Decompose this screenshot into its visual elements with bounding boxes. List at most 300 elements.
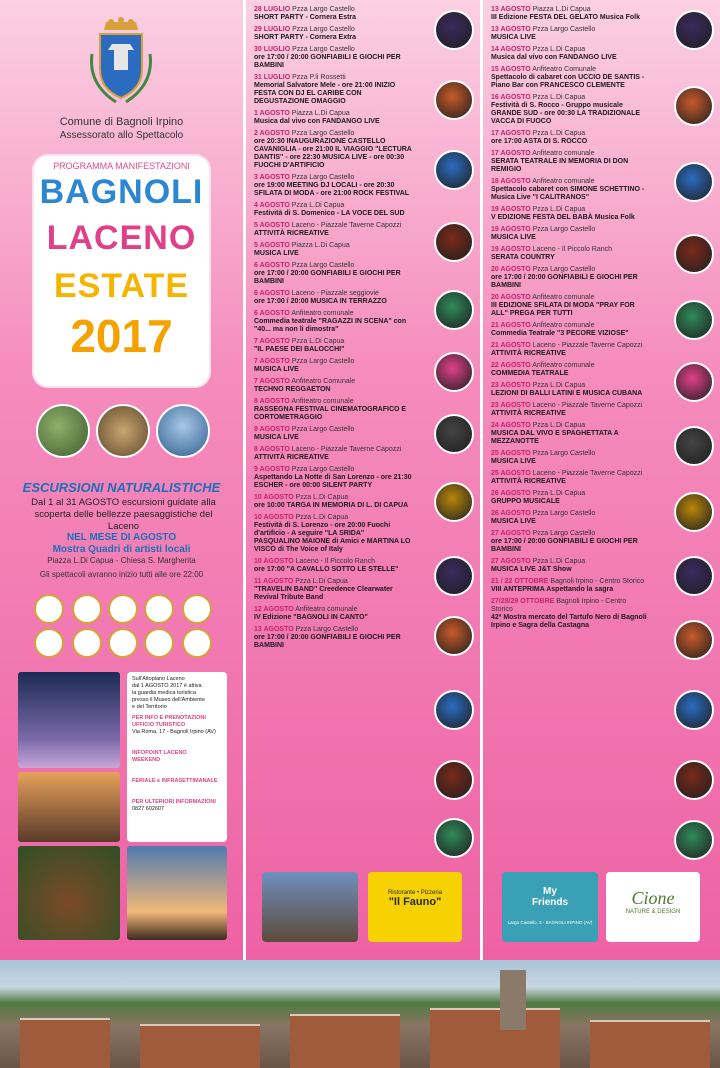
event-date: 7 AGOSTO (254, 358, 290, 365)
sponsor-logo-9 (144, 628, 174, 658)
event-title: MUSICA LIVE (254, 366, 299, 373)
event-date: 19 AGOSTO (491, 246, 531, 253)
event-place: Pzza Largo Castello (532, 530, 596, 537)
event-place: Pzza Largo Castello (291, 466, 355, 473)
event-item (491, 66, 649, 90)
event-item (254, 466, 412, 490)
event-item (491, 510, 649, 526)
event-date: 23 AGOSTO (491, 382, 531, 389)
sponsor-logo-7 (72, 628, 102, 658)
event-date: 25 AGOSTO (491, 450, 531, 457)
event-place: Laceno - Il Piccolo Ranch (295, 558, 376, 565)
event-photo (674, 760, 714, 800)
event-title: ore 20:30 INAUGURAZIONE CASTELLO CAVANIGLIA - ore 21:00 IL VIAGGIO "LECTURA DANTIS" - ore 22:30 MUSICA LIVE - ore 00:30 FUOCHI D'ARTIFICIO (254, 138, 412, 169)
event-date: 5 AGOSTO (254, 222, 290, 229)
event-photo (434, 80, 474, 120)
logo-line-3: ESTATE (53, 267, 190, 305)
event-place: Laceno - Piazzale Taverne Capozzi (291, 222, 402, 229)
event-place: Pzza Largo Castello (291, 174, 355, 181)
event-title: VIII ANTEPRIMA Aspettando la sagra (491, 586, 614, 593)
event-photo (674, 620, 714, 660)
event-date: 17 AGOSTO (491, 130, 531, 137)
event-item (254, 446, 412, 462)
event-place: Pzza L.Di Capua (532, 130, 586, 137)
event-date: 12 AGOSTO (254, 606, 294, 613)
event-title: SHORT PARTY - Cornera Extra (254, 34, 357, 41)
castle-ad-photo (262, 872, 358, 942)
cione-sub: NATURE & DESIGN (625, 909, 681, 915)
event-place: Pzza Largo Castello (291, 358, 355, 365)
logo-line-2: LACENO (46, 219, 197, 257)
event-item (254, 130, 412, 170)
event-photo (434, 352, 474, 392)
roof (140, 1024, 260, 1068)
event-item (254, 558, 412, 574)
info-heading: FERIALE e INFRASETTIMANALE (132, 778, 218, 784)
event-title: ore 17:00 ASTA DI S. ROCCO (491, 138, 588, 145)
event-item (254, 174, 412, 198)
event-item (491, 598, 649, 630)
event-date: 13 AGOSTO (254, 626, 294, 633)
info-phone: 0827 602607 (132, 806, 165, 812)
info-heading: INFOPOINT LACENO (132, 750, 187, 756)
event-item (491, 530, 649, 554)
event-item (491, 322, 649, 338)
event-place: Pzza Largo Castello (292, 46, 355, 53)
town-panorama (0, 960, 720, 1068)
event-date: 2 AGOSTO (254, 130, 290, 137)
event-title: MUSICA LIVE (491, 34, 536, 41)
event-title: IV Edizione "BAGNOLI IN CANTO" (254, 614, 368, 621)
event-item (491, 226, 649, 242)
event-place: Pzza L.Di Capua (532, 422, 586, 429)
event-title: ore 17:00 / 20:00 GONFIABILI E GIOCHI PER BAMBINI (491, 538, 638, 553)
event-place: Pzza L.Di Capua (532, 94, 586, 101)
event-date: 29 LUGLIO (254, 26, 291, 33)
event-title: SERATA COUNTRY (491, 254, 555, 261)
event-item (254, 262, 412, 286)
event-item (491, 246, 649, 262)
event-place: Pzza L.Di Capua (291, 202, 345, 209)
event-date: 9 AGOSTO (254, 466, 290, 473)
event-item (491, 362, 649, 378)
event-item (491, 150, 649, 174)
event-date: 27/28/29 OTTOBRE (491, 598, 555, 605)
escursioni-text: Dal 1 al 31 AGOSTO escursioni guidate alla scoperta delle bellezze paesaggistiche del Laceno (31, 497, 216, 532)
event-photo (434, 150, 474, 190)
roof (590, 1020, 710, 1068)
event-title: III Edizione FESTA DEL GELATO Musica Folk (491, 14, 640, 21)
info-line: Sull'Altopiano Laceno (132, 676, 185, 682)
events-column-right (483, 0, 720, 960)
event-date: 30 LUGLIO (254, 46, 291, 53)
event-title: ATTIVITÀ RICREATIVE (491, 350, 566, 357)
event-item (491, 342, 649, 358)
event-item (491, 422, 649, 446)
event-place: Pzza L.Di Capua (532, 46, 586, 53)
event-photo (434, 760, 474, 800)
event-item (254, 514, 412, 554)
event-item (254, 290, 412, 306)
event-place: Pzza Largo Castello (295, 626, 359, 633)
event-title: RASSEGNA FESTIVAL CINEMATOGRAFICO E CORTOMETRAGGIO (254, 406, 407, 421)
programma-label: PROGRAMMA MANIFESTAZIONI (53, 161, 190, 171)
event-title: Musica dal vivo con FANDANGO LIVE (491, 54, 617, 61)
event-title: ATTIVITÀ RICREATIVE (254, 230, 329, 237)
event-item (254, 26, 412, 42)
event-date: 8 AGOSTO (254, 398, 290, 405)
cione-ad (606, 872, 700, 942)
sponsor-logo-6 (34, 628, 64, 658)
mostra-text (0, 556, 243, 579)
event-date: 23 AGOSTO (491, 402, 531, 409)
event-photo (674, 362, 714, 402)
hiking-photo (36, 404, 90, 458)
fauno-ad (368, 872, 462, 942)
event-date: 27 AGOSTO (491, 558, 531, 565)
event-place: Pzza L.Di Capua (295, 578, 348, 585)
event-title: COMMEDIA TEATRALE (491, 370, 569, 377)
event-date: 19 AGOSTO (491, 206, 531, 213)
event-item (491, 266, 649, 290)
event-date: 19 AGOSTO (491, 226, 531, 233)
event-title: MUSICA LIVE (491, 518, 536, 525)
event-item (491, 402, 649, 418)
event-title: Aspettando La Notte di San Lorenzo - ore 21:30 ESCHER - ore 00:00 SILENT PARTY (254, 474, 412, 489)
info-line: e del Territorio (132, 704, 167, 710)
mostra-title-2: Mostra Quadri di artisti locali (52, 544, 191, 555)
event-place: Piazza L.Di Capua (291, 242, 350, 249)
event-place: Laceno - Il Piccolo Ranch (532, 246, 613, 253)
event-date: 25 AGOSTO (491, 470, 531, 477)
event-item (491, 382, 649, 398)
event-date: 6 AGOSTO (254, 310, 290, 317)
event-photo (434, 616, 474, 656)
event-date: 28 LUGLIO (254, 6, 291, 13)
event-item (491, 206, 649, 222)
event-date: 26 AGOSTO (491, 510, 531, 517)
logo-line-1: BAGNOLI (39, 173, 204, 211)
event-item (254, 110, 412, 126)
castle-photo (18, 672, 120, 768)
event-title: ATTIVITÀ RICREATIVE (491, 478, 566, 485)
event-title: SHORT PARTY - Cornera Estra (254, 14, 357, 21)
event-place: Pzza L.Di Capua (532, 382, 586, 389)
sunset-photo (127, 846, 227, 940)
event-photo (434, 290, 474, 330)
event-date: 24 AGOSTO (491, 422, 531, 429)
event-place: Pzza Largo Castello (291, 262, 355, 269)
event-photo (674, 426, 714, 466)
event-title: Festività di S. Rocco - Gruppo musicale GRANDE SUD - ore 00:30 LA TRADIZIONALE VACCA DI FUOCO (491, 102, 641, 125)
event-title: V EDIZIONE FESTA DEL BABÀ Musica Folk (491, 214, 635, 221)
event-title: Festività di S. Domenico - LA VOCE DEL SUD (254, 210, 405, 217)
sponsor-logo-1 (34, 594, 64, 624)
event-title: ATTIVITÀ RICREATIVE (254, 454, 329, 461)
event-date: 4 AGOSTO (254, 202, 290, 209)
event-title: Commedia teatrale "RAGAZZI IN SCENA" con "40... ma non li dimostra" (254, 318, 407, 333)
event-place: Pzza Largo Castello (532, 26, 596, 33)
event-place: Bagnoli Irpino - Centro Storico (491, 598, 627, 613)
event-place: Pzza L.Di Capua (295, 494, 349, 501)
event-title: ATTIVITÀ RICREATIVE (491, 410, 566, 417)
cione-name: Cione (631, 888, 675, 908)
info-heading: PER ULTERIORI INFORMAZIONI (132, 799, 216, 805)
event-place: Pzza P.li Rossetti (292, 74, 346, 81)
event-photo (434, 690, 474, 730)
roof (430, 1008, 560, 1068)
event-date: 6 AGOSTO (254, 262, 290, 269)
event-date: 10 AGOSTO (254, 494, 294, 501)
roof (20, 1018, 110, 1068)
comune-title: Comune di Bagnoli Irpino (59, 116, 184, 128)
event-title: "TRAVELIN BAND" Creedence Clearwater Revival Tribute Band (254, 586, 393, 601)
event-photo (434, 222, 474, 262)
landscape-photo (156, 404, 210, 458)
info-box (127, 672, 227, 842)
event-title: ore 17:00 / 20:00 GONFIABILI E GIOCHI PER BAMBINI (254, 634, 401, 649)
event-date: 20 AGOSTO (491, 266, 531, 273)
event-place: Piazza L.Di Capua (532, 6, 591, 13)
event-date: 7 AGOSTO (254, 338, 290, 345)
info-heading: UFFICIO TURISTICO (132, 722, 186, 728)
left-column (0, 0, 243, 1068)
event-item (491, 294, 649, 318)
info-heading: WEEKEND (132, 757, 161, 763)
event-item (254, 606, 412, 622)
event-item (254, 6, 412, 22)
event-item (491, 450, 649, 466)
event-place: Laceno - Piazzale Taverne Capozzi (291, 446, 402, 453)
event-photo (674, 234, 714, 274)
event-place: Anfiteatro Comunale (291, 378, 356, 385)
event-title: 42ª Mostra mercato del Tartufo Nero di Bagnoli Irpino e Sagra della Castagna (491, 614, 647, 629)
myfriends-ad (502, 872, 598, 942)
event-title: MUSICA DAL VIVO E SPAGHETTATA A MEZZANOTTE (491, 430, 619, 445)
event-photo (674, 492, 714, 532)
chestnut-photo (18, 846, 120, 940)
event-title: ore 17:00 / 20:00 GONFIABILI E GIOCHI PER BAMBINI (491, 274, 638, 289)
event-photo (434, 818, 474, 858)
event-date: 17 AGOSTO (491, 150, 531, 157)
town-night-photo (18, 772, 120, 842)
event-item (491, 578, 649, 594)
events-column-middle (243, 0, 483, 960)
sponsor-logo-10 (182, 628, 212, 658)
event-item (254, 310, 412, 334)
event-photo (674, 86, 714, 126)
info-line: la guardia medica turistica (132, 690, 196, 696)
event-place: Laceno - Piazzale seggiovie (291, 290, 379, 297)
event-item (491, 26, 649, 42)
event-title: ore 17:00 / 20:00 GONFIABILI E GIOCHI PER BAMBINI (254, 270, 401, 285)
event-photo (674, 162, 714, 202)
nature-photo (96, 404, 150, 458)
event-title: ore 10:00 TARGA IN MEMORIA DI L. DI CAPUA (254, 502, 409, 509)
event-photo (674, 556, 714, 596)
event-title: III EDIZIONE SFILATA DI MODA "PRAY FOR ALL" PREGA PER TUTTI (491, 302, 635, 317)
sponsor-logo-2 (72, 594, 102, 624)
event-date: 15 AGOSTO (491, 66, 531, 73)
mostra-note: Gli spettacoli avranno inizio tutti alle ore 22:00 (39, 570, 204, 579)
event-place: Pzza L.Di Capua (291, 338, 345, 345)
event-item (254, 338, 412, 354)
event-place: Bagnoli Irpino - Centro Storico (550, 578, 645, 585)
event-logo (34, 156, 209, 386)
event-place: Anfiteatro comunale (532, 150, 595, 157)
event-place: Pzza Largo Castello (292, 6, 355, 13)
event-item (254, 378, 412, 394)
event-date: 18 AGOSTO (491, 178, 531, 185)
sponsor-logo-3 (108, 594, 138, 624)
event-place: Piazza L.Di Capua (291, 110, 350, 117)
event-place: Laceno - Piazzale Taverne Capozzi (532, 470, 643, 477)
friends-address: Largo Castello, 3 - BAGNOLI IRPINO (AV) (507, 920, 593, 925)
mostra-title-1: NEL MESE DI AGOSTO (66, 532, 177, 543)
event-place: Anfiteatro comunale (532, 294, 595, 301)
event-photo (434, 10, 474, 50)
event-place: Pzza L.Di Capua (532, 558, 586, 565)
event-item (491, 470, 649, 486)
event-date: 10 AGOSTO (254, 558, 294, 565)
event-title: "IL PAESE DEI BALOCCHI" (254, 346, 345, 353)
event-date: 8 AGOSTO (254, 446, 290, 453)
event-date: 5 AGOSTO (254, 242, 290, 249)
mostra-title (0, 532, 243, 556)
event-date: 1 AGOSTO (254, 110, 290, 117)
event-item (254, 358, 412, 374)
event-date: 11 AGOSTO (254, 578, 294, 585)
event-title: SERATA TEATRALE IN MEMORIA DI DON REMIGIO (491, 158, 629, 173)
event-item (254, 242, 412, 258)
event-title: MUSICA LIVE (254, 250, 299, 257)
event-place: Pzza Largo Castello (292, 26, 355, 33)
event-title: Memorial Salvatore Mele - ore 21:00 INIZIO FESTA CON DJ EL CARIBE CON DEGUSTAZIONE OMAGGIO (254, 82, 396, 105)
event-item (491, 130, 649, 146)
sponsor-logo-4 (144, 594, 174, 624)
event-item (254, 398, 412, 422)
event-date: 6 AGOSTO (254, 290, 290, 297)
event-date: 8 AGOSTO (254, 426, 290, 433)
event-title: LEZIONI DI BALLI LATINI E MUSICA CUBANA (491, 390, 643, 397)
event-title: Festività di S. Lorenzo - ore 20:00 Fuochi d'artificio - A seguire "LA SRIDA" PASQUALINO MAIONE di Amici e MARTINA LO VISCO di The Voice of Italy (254, 522, 411, 553)
info-heading: PER INFO E PRENOTAZIONI (132, 715, 206, 721)
event-place: Laceno - Piazzale Taverne Capozzi (532, 402, 643, 409)
friends-line1: My (543, 886, 557, 897)
event-item (254, 222, 412, 238)
event-title: ore 19:00 MEETING DJ LOCALI - ore 20:30 SFILATA DI MODA - ore 21:00 ROCK FESTIVAL (254, 182, 410, 197)
event-photo (434, 414, 474, 454)
event-date: 21 AGOSTO (491, 322, 531, 329)
event-place: Pzza L.Di Capua (532, 206, 586, 213)
event-date: 3 AGOSTO (254, 174, 290, 181)
event-photo (674, 300, 714, 340)
event-photo (674, 10, 714, 50)
event-place: Pzza Largo Castello (532, 266, 596, 273)
event-title: Commedia Teatrale "3 PECORE VIZIOSE" (491, 330, 629, 337)
event-title: MUSICA LIVE (491, 234, 536, 241)
event-date: 14 AGOSTO (491, 46, 531, 53)
logo-year: 2017 (70, 310, 173, 362)
event-date: 20 AGOSTO (491, 294, 531, 301)
event-date: 26 AGOSTO (491, 490, 531, 497)
event-date: 13 AGOSTO (491, 26, 531, 33)
sponsor-logo-8 (108, 628, 138, 658)
event-place: Anfiteatro comunale (532, 178, 595, 185)
fauno-sub: Ristorante • Pizzeria (387, 890, 443, 896)
escursioni-title: ESCURSIONI NATURALISTICHE (22, 480, 221, 495)
event-title: MUSICA LIVE (491, 458, 536, 465)
event-title: ore 17:00 / 20:00 MUSICA IN TERRAZZO (254, 298, 387, 305)
event-date: 7 AGOSTO (254, 378, 290, 385)
roof (290, 1014, 400, 1068)
event-title: ore 17:00 / 20:00 GONFIABILI E GIOCHI PER BAMBINI (254, 54, 401, 69)
event-item (254, 202, 412, 218)
event-item (491, 46, 649, 62)
assessorato-title: Assessorato allo Spettacolo (59, 130, 184, 141)
fauno-name: "Il Fauno" (388, 896, 442, 908)
event-item (254, 578, 412, 602)
friends-line2: Friends (531, 897, 569, 908)
event-item (491, 178, 649, 202)
event-title: ore 17:00 "A CAVALLO SOTTO LE STELLE" (254, 566, 399, 573)
event-photo (434, 482, 474, 522)
event-title: GRUPPO MUSICALE (491, 498, 560, 505)
event-date: 21 / 22 OTTOBRE (491, 578, 549, 585)
event-date: 21 AGOSTO (491, 342, 531, 349)
event-date: 22 AGOSTO (491, 362, 531, 369)
event-date: 13 AGOSTO (491, 6, 531, 13)
event-place: Pzza Largo Castello (291, 426, 355, 433)
event-photo (434, 556, 474, 596)
event-item (491, 6, 649, 22)
event-place: Anfiteatro comunale (532, 322, 595, 329)
event-place: Anfiteatro comunale (532, 362, 595, 369)
event-place: Anfiteatro comunale (295, 606, 358, 613)
event-title: MUSICA LIVE J&T Show (491, 566, 572, 573)
event-place: Pzza Largo Castello (291, 130, 355, 137)
event-date: 27 AGOSTO (491, 530, 531, 537)
event-photo (674, 820, 714, 860)
event-title: TECHNO REGGAETON (254, 386, 331, 393)
event-title: Spettacolo di cabaret con UCCIO DE SANTIS - Piano Bar con FRANCESCO CLEMENTE (491, 74, 645, 89)
event-item (254, 626, 412, 650)
event-photo (674, 690, 714, 730)
event-date: 10 AGOSTO (254, 514, 294, 521)
info-line: Via Roma, 17 - Bagnoli Irpino (AV) (132, 729, 216, 735)
event-title: Musica dal vivo con FANDANGO LIVE (254, 118, 380, 125)
event-place: Pzza Largo Castello (532, 450, 596, 457)
event-item (254, 74, 412, 106)
event-item (491, 558, 649, 574)
event-item (254, 46, 412, 70)
event-date: 16 AGOSTO (491, 94, 531, 101)
event-item (491, 490, 649, 506)
event-place: Pzza L.Di Capua (295, 514, 349, 521)
event-item (254, 494, 412, 510)
event-place: Pzza L.Di Capua (532, 490, 586, 497)
event-item (254, 426, 412, 442)
mostra-place: Piazza L.Di Capua - Chiesa S. Margherita (47, 556, 196, 565)
coat-of-arms-icon (86, 14, 156, 104)
sponsor-logo-5 (182, 594, 212, 624)
info-line: dal 1 AGOSTO 2017 è attiva (132, 683, 202, 689)
event-date: 31 LUGLIO (254, 74, 291, 81)
info-line: presso il Museo dell'Ambiente (132, 697, 205, 703)
bell-tower (500, 970, 526, 1030)
event-title: MUSICA LIVE (254, 434, 299, 441)
event-place: Laceno - Piazzale Taverne Capozzi (532, 342, 643, 349)
